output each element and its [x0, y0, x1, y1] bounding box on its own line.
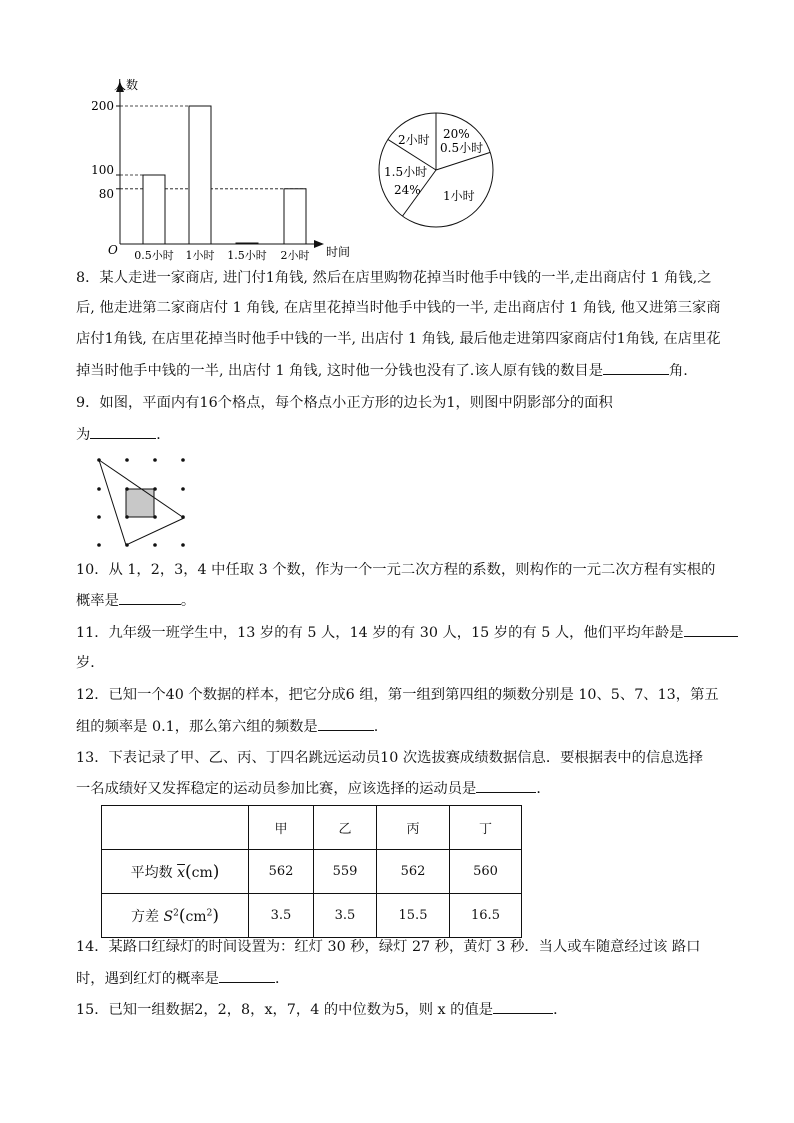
- bar-0.5小时: [143, 175, 165, 244]
- q14-answer-blank[interactable]: [219, 968, 275, 983]
- q11-line2: 岁．: [76, 655, 105, 671]
- shaded-square: [126, 489, 154, 517]
- q10-line1: 10．从 1，2，3，4 中任取 3 个数，作为一个一元二次方程的系数，则构作的一元二次方程有实根的: [76, 562, 716, 578]
- q14-line2-end: ．: [274, 971, 290, 987]
- x-tick-label: 2小时: [280, 249, 310, 262]
- q10-line2-text: 概率是: [76, 593, 119, 609]
- q15-line1-end: ．: [553, 1002, 568, 1018]
- pie-label-1.5h: 1.5小时: [384, 165, 428, 179]
- x-tick-label: 1小时: [185, 249, 215, 262]
- bar-category-labels: [134, 248, 309, 262]
- table-header-cell: 丁: [450, 806, 522, 850]
- row-label-variance: 方差 $S^2(cm^2)$: [102, 894, 249, 938]
- bar-chart: [88, 76, 368, 264]
- q12-line2-text: 组的频率是 0.1，那么第六组的频数是: [76, 719, 318, 735]
- table-header-cell: 甲: [249, 806, 314, 850]
- q15-answer-blank[interactable]: [493, 999, 553, 1014]
- q13-line2: [76, 778, 551, 799]
- q8-answer-blank[interactable]: [603, 360, 669, 375]
- q11-answer-blank[interactable]: [684, 622, 738, 637]
- q12-line2-end: .: [373, 719, 379, 735]
- bar-marks: [143, 106, 306, 244]
- table-cell: 562: [249, 850, 314, 894]
- table-cell: 16.5: [450, 894, 522, 938]
- q12-answer-blank[interactable]: [318, 716, 374, 731]
- pie-slice-boundary-1小时: [436, 152, 490, 170]
- table-cell: 3.5: [249, 894, 314, 938]
- pie-label-2h: 2小时: [398, 133, 430, 147]
- table-row: [102, 850, 522, 894]
- q13-line2-end: ．: [536, 781, 551, 797]
- q10-line2: [76, 590, 195, 611]
- y-tick-label: 100: [91, 163, 114, 177]
- y-tick-label: 80: [98, 186, 114, 201]
- q10-line2-end: 。: [180, 593, 196, 609]
- table-header-cell: 乙: [314, 806, 377, 850]
- table-header-row: [102, 806, 522, 850]
- q12-line1: 12．已知一个40 个数据的样本，把它分成6 组，第一组到第四组的频数分别是 10、5、7、13，第五: [76, 687, 719, 703]
- table-row: [102, 894, 522, 938]
- q11-line1: [76, 622, 738, 643]
- q13-answer-blank[interactable]: [476, 778, 536, 793]
- pie-labels: [384, 127, 483, 203]
- q14-line2: [76, 968, 289, 989]
- q8-line4: [76, 360, 688, 381]
- pie-label-1.5h-pct: 24%: [394, 183, 421, 197]
- stats-table: [101, 805, 522, 938]
- origin-label: O: [108, 243, 118, 257]
- q11-line1-text: 11．九年级一班学生中，13 岁的有 5 人，14 岁的有 30 人，15 岁的有 5 人，他们平均年龄是: [76, 625, 684, 641]
- grid-figure: [90, 452, 190, 552]
- bar-1小时: [189, 106, 211, 244]
- q9-answer-blank[interactable]: [90, 424, 156, 439]
- pie-label-0.5h: 0.5小时: [440, 141, 484, 155]
- pie-label-1h: 1小时: [443, 189, 475, 203]
- q12-line2: [76, 716, 378, 737]
- x-tick-label: 1.5小时: [227, 249, 267, 262]
- q9-line2-text: 为: [76, 427, 91, 443]
- q8-line4-text: 掉当时他手中钱的一半, 出店付 1 角钱, 这时他一分钱也没有了.该人原有钱的数目是: [76, 363, 603, 379]
- q9-line2-end: ．: [156, 427, 171, 443]
- y-tick-label: 200: [91, 99, 114, 113]
- q10-answer-blank[interactable]: [119, 590, 181, 605]
- x-tick-label: 0.5小时: [134, 249, 174, 262]
- q8-line4-end: 角.: [669, 363, 688, 379]
- q8-line1: 8．某人走进一家商店, 进门付1角钱, 然后在店里购物花掉当时他手中钱的一半,走出商店付 1 角钱,之: [76, 270, 712, 286]
- x-axis-label: 时间: [326, 245, 351, 259]
- table-cell: 560: [450, 850, 522, 894]
- q13-line1: 13．下表记录了甲、乙、丙、丁四名跳远运动员10 次选拔赛成绩数据信息．要根据表中的信息选择: [76, 750, 704, 766]
- q9-line1: 9．如图，平面内有16个格点，每个格点小正方形的边长为1，则图中阴影部分的面积: [76, 395, 613, 411]
- q8-line2: 后, 他走进第二家商店付 1 角钱, 在店里花掉当时他手中钱的一半, 走出商店付 1 角钱, 他又进第三家商: [76, 300, 721, 316]
- row-label-mean: 平均数 $\overline{x}(cm)$: [102, 850, 249, 894]
- x-axis-arrow: [314, 240, 324, 248]
- table-cell: 562: [377, 850, 450, 894]
- pie-chart: [376, 108, 506, 233]
- table-cell: 559: [314, 850, 377, 894]
- q15-line1-text: 15．已知一组数据2，2，8，x，7，4 的中位数为5，则 x 的值是: [76, 1002, 494, 1018]
- q14-line2-text: 时，遇到红灯的概率是: [76, 971, 219, 987]
- table-cell: 3.5: [314, 894, 377, 938]
- q15-line1: [76, 999, 567, 1020]
- table-header-cell: 丙: [377, 806, 450, 850]
- y-axis-label: 人数: [114, 78, 139, 92]
- pie-label-0.5h-pct: 20%: [443, 127, 470, 141]
- q14-line1: 14．某路口红绿灯的时间设置为：红灯 30 秒，绿灯 27 秒，黄灯 3 秒．当人或车随意经过该 路口: [76, 939, 701, 955]
- bar-ticks: [91, 99, 120, 201]
- q8-line3: 店付1角钱, 在店里花掉当时他手中钱的一半, 出店付 1 角钱, 最后他走进第四家商店付1角钱, 在店里花: [76, 331, 721, 347]
- q9-line2: [76, 424, 171, 445]
- table-corner-cell: [102, 806, 249, 850]
- table-cell: 15.5: [377, 894, 450, 938]
- q13-line2-text: 一名成绩好又发挥稳定的运动员参加比赛，应该选择的运动员是: [76, 781, 477, 797]
- bar-2小时: [284, 189, 306, 244]
- bar-1.5小时: [236, 243, 258, 244]
